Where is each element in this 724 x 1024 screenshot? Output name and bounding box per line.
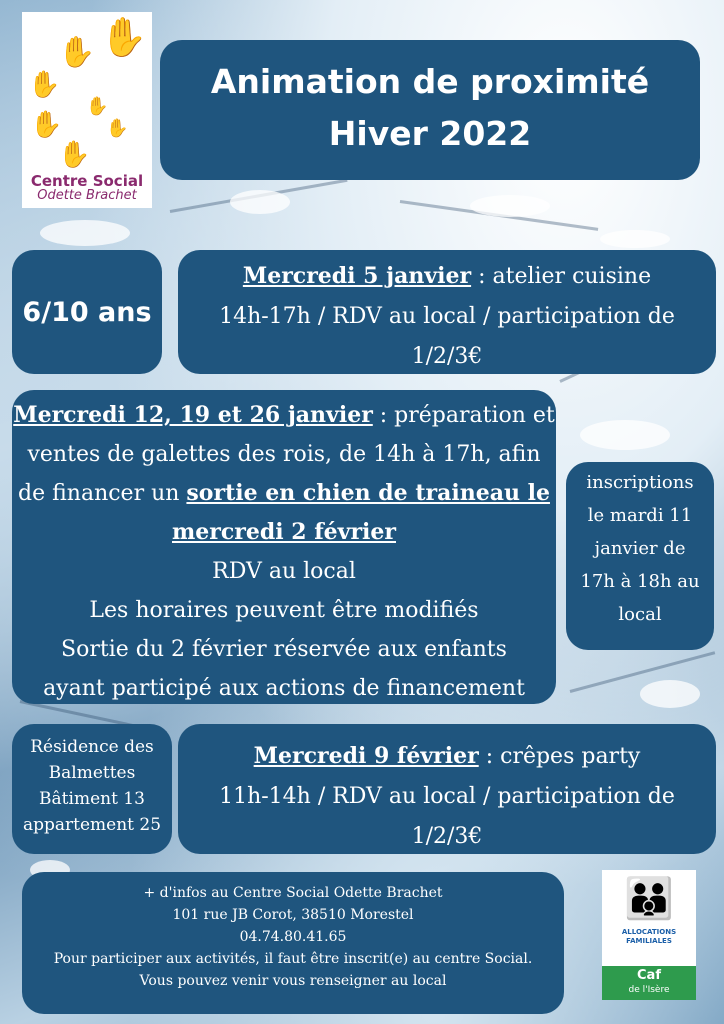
event2-line5: RDV au local [212,559,356,584]
inscriptions-line3: janvier de [594,538,686,559]
address-card [12,724,172,854]
inscriptions-line1: inscriptions [586,472,694,493]
caf-dept: de l'Isère [628,985,670,995]
hand-icon: ✋ [86,96,109,117]
info-footer [22,872,564,1014]
event1-details: 14h-17h / RDV au local / participation de [219,304,675,329]
inscriptions-line5: local [618,604,662,625]
logo-title: Centre Social [30,172,144,190]
event2-line8: ayant participé aux actions de financement [43,676,525,701]
event2-line3a: de financer un [18,481,187,506]
event3-activity: : crêpes party [478,744,641,769]
logo-subtitle: Odette Brachet [37,188,137,203]
event2-text1: : préparation et [372,403,555,428]
address-line2: Balmettes [48,763,136,783]
hand-icon: ✋ [28,70,61,100]
inscriptions-line2: le mardi 11 [587,505,693,526]
address-line1: Résidence des [30,737,154,757]
event2-line3b: sortie en chien de traineau le [186,480,550,506]
hand-icon: ✋ [58,140,91,170]
inscriptions-line4: 17h à 18h au [580,571,700,592]
caf-line1: ALLOCATIONS [621,928,677,936]
event3-date: Mercredi 9 février [253,743,479,769]
caf-green-band [602,966,696,1000]
event-card-1 [178,250,716,374]
footer-line5: Vous pouvez venir vous renseigner au local [139,973,447,989]
address-line4: appartement 25 [22,815,162,835]
event3-details: 11h-14h / RDV au local / participation de [219,784,675,809]
footer-address: 101 rue JB Corot, 38510 Morestel [172,907,414,923]
event1-activity: : atelier cuisine [471,264,652,289]
address-line3: Bâtiment 13 [39,789,145,809]
caf-line2: FAMILIALES [626,937,672,945]
footer-phone: 04.74.80.41.65 [239,929,347,945]
hand-icon: ✋ [100,15,148,59]
footer-line1: + d'infos au Centre Social Odette Brachet [143,885,443,901]
caf-logo [602,870,696,1000]
hand-icon: ✋ [30,110,63,140]
footer-line4: Pour participer aux activités, il faut être inscrit(e) au centre Social. [53,951,533,967]
event1-price: 1/2/3€ [411,344,483,369]
event2-line7: Sortie du 2 février réservée aux enfants [61,637,507,662]
event2-line6: Les horaires peuvent être modifiés [89,598,479,623]
hand-icon: ✋ [58,35,96,70]
event2-line2: ventes de galettes des rois, de 14h à 17h, afin [27,442,541,467]
family-icon: 👪 [624,876,674,922]
event2-date: Mercredi 12, 19 et 26 janvier [13,402,373,428]
event2-line4: mercredi 2 février [172,519,396,545]
title-panel [160,40,700,180]
page-title: Animation de proximité [210,62,650,101]
centre-social-logo [22,12,152,208]
caf-name: Caf [637,968,661,983]
inscriptions-card [566,462,714,650]
page-subtitle: Hiver 2022 [328,114,532,153]
event-card-3 [178,724,716,854]
event-card-2 [12,390,556,704]
age-badge: 6/10 ans [12,250,162,374]
event3-price: 1/2/3€ [411,824,483,849]
event1-date: Mercredi 5 janvier [242,263,472,289]
hand-icon: ✋ [106,118,129,139]
